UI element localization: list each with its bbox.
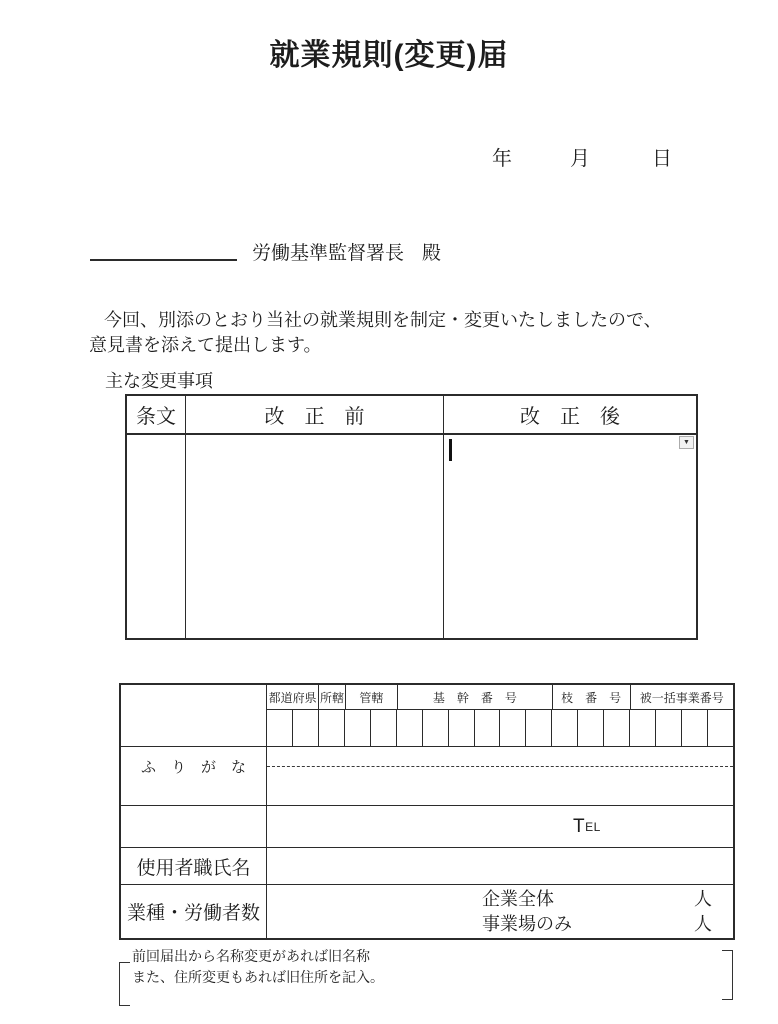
digit-box[interactable]	[449, 710, 475, 746]
body-cell-before[interactable]	[186, 435, 444, 638]
tel-label-rest: EL	[585, 819, 601, 834]
site-only-unit: 人	[694, 914, 712, 934]
digit-box[interactable]	[604, 710, 630, 746]
body-cell-article[interactable]	[127, 435, 186, 638]
furigana-dashed-divider	[267, 766, 733, 767]
digit-box[interactable]	[475, 710, 501, 746]
digit-box[interactable]	[708, 710, 733, 746]
footnote-bracket-left	[119, 962, 130, 1006]
insurance-number-grid	[267, 685, 733, 746]
insurance-number-row	[121, 685, 733, 746]
company-total-label: 企業全体	[482, 889, 554, 909]
furigana-value-cell[interactable]	[267, 747, 733, 805]
insurance-number-header-row	[267, 685, 733, 710]
digit-box[interactable]	[526, 710, 552, 746]
header-bundled-number: 被一括事業番号	[639, 690, 724, 705]
header-cell-after: 改 正 後	[520, 406, 620, 428]
date-day-label: 日	[652, 148, 672, 170]
section-label-main-changes: 主な変更事項	[105, 371, 213, 391]
employer-value-cell[interactable]	[267, 848, 733, 884]
header-cell-before: 改 正 前	[186, 396, 444, 433]
date-month-label: 月	[570, 148, 590, 170]
main-table-header-row	[127, 396, 696, 435]
digit-box[interactable]	[423, 710, 449, 746]
site-only-line	[267, 912, 733, 936]
address-label-cell	[121, 806, 267, 847]
date-year-label: 年	[492, 148, 512, 170]
digit-box[interactable]	[656, 710, 682, 746]
digit-box[interactable]	[319, 710, 345, 746]
company-total-line	[267, 887, 733, 911]
header-prefecture: 都道府県	[267, 685, 319, 709]
company-total-unit: 人	[694, 889, 712, 909]
industry-label: 業種・労働者数	[121, 885, 267, 938]
body-paragraph-line2: 意見書を添えて提出します。	[89, 335, 322, 355]
site-only-label: 事業場のみ	[482, 914, 572, 934]
header-branch-number: 枝 番 号	[553, 685, 631, 709]
combo-dropdown-button[interactable]	[679, 436, 694, 449]
industry-value-cell[interactable]	[267, 885, 733, 938]
digit-box[interactable]	[682, 710, 708, 746]
text-caret	[449, 439, 452, 461]
footnote-line1: 前回届出から名称変更があれば旧名称	[132, 948, 370, 964]
address-value-cell[interactable]	[267, 806, 733, 847]
furigana-label: ふ り が な	[121, 747, 267, 805]
main-change-table	[125, 394, 698, 640]
address-tel-row	[121, 805, 733, 847]
digit-box[interactable]	[345, 710, 371, 746]
industry-workers-row	[121, 884, 733, 938]
recipient-office-label: 労働基準監督署長	[252, 243, 405, 264]
header-cell-article: 条文	[127, 396, 186, 433]
header-shokatsu: 所轄	[319, 685, 346, 709]
digit-box-row	[267, 710, 733, 746]
worker-count-block	[267, 885, 733, 938]
business-info-table	[119, 683, 735, 940]
digit-box[interactable]	[397, 710, 423, 746]
tel-label-t: T	[573, 815, 586, 837]
footnote-line2: また、住所変更もあれば旧住所を記入。	[132, 969, 384, 985]
insurance-number-label-cell	[121, 685, 267, 746]
digit-box[interactable]	[578, 710, 604, 746]
body-cell-after[interactable]	[444, 435, 696, 638]
main-table-body-row	[127, 435, 696, 638]
header-base-number: 基 幹 番 号	[398, 685, 553, 709]
furigana-row	[121, 746, 733, 805]
tel-label	[573, 806, 601, 847]
digit-box[interactable]	[267, 710, 293, 746]
recipient-blank-field[interactable]	[90, 240, 237, 261]
page-title: 就業規則(変更)届	[269, 39, 509, 72]
digit-box[interactable]	[293, 710, 319, 746]
honorific-label: 殿	[422, 243, 442, 264]
body-paragraph-line1: 今回、別添のとおり当社の就業規則を制定・変更いたしましたので、	[104, 310, 662, 330]
header-kankatsu: 管轄	[346, 685, 398, 709]
digit-box[interactable]	[552, 710, 578, 746]
digit-box[interactable]	[371, 710, 397, 746]
recipient-line	[252, 238, 441, 265]
footnote-bracket-right	[722, 950, 733, 1000]
employer-name-row	[121, 847, 733, 884]
chevron-down-icon: ▼	[683, 439, 690, 446]
digit-box[interactable]	[630, 710, 656, 746]
employer-label: 使用者職氏名	[121, 848, 267, 884]
digit-box[interactable]	[500, 710, 526, 746]
